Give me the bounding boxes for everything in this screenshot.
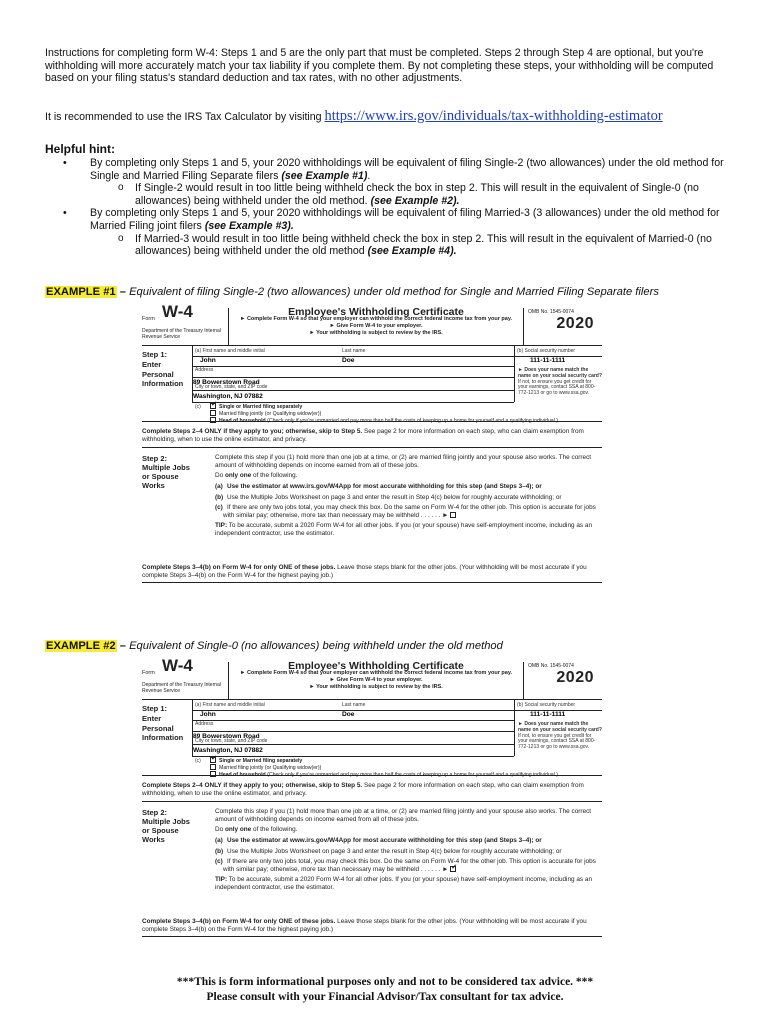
city-field[interactable]: Washington, NJ 07882: [193, 393, 263, 400]
filing-joint-label: Married filing jointly (or Qualifying widow(er)): [219, 411, 322, 417]
sub-bullet-icon: o: [118, 232, 124, 244]
w4-form-example-1: [142, 302, 602, 583]
complete-steps-bold: Complete Steps 2–4 ONLY if they apply to you; otherwise, skip to Step 5.: [142, 428, 363, 435]
filing-single-label: Single or Married filing separately: [219, 758, 303, 764]
steps34-text: Leave those steps blank for the other jobs. (Your withholding will be most accurate if you complete Steps 3–4(b) on the Form W-4 for the highest paying job.): [142, 564, 587, 579]
last-name-label: Last name: [342, 348, 366, 354]
option-letter: (a): [215, 836, 223, 844]
ssn-note: [518, 722, 602, 751]
divider: [514, 700, 515, 756]
filing-checkbox-single[interactable]: [210, 757, 216, 763]
hint-example-ref: (see Example #3).: [204, 219, 294, 232]
option-letter: (b): [215, 493, 224, 501]
bullet-icon: •: [63, 157, 67, 169]
certificate-title: Employee's Withholding Certificate: [288, 660, 464, 672]
following-text: of the following.: [251, 826, 298, 834]
divider: [514, 346, 515, 402]
irs-recommendation: [45, 108, 745, 125]
example-description: Equivalent of Single-0 (no allowances) being withheld under the old method: [129, 640, 503, 652]
ssn-field[interactable]: 111-11-1111: [530, 711, 566, 718]
step2-content: [215, 808, 602, 894]
form-number: W-4: [162, 302, 193, 321]
first-name-label: (a) First name and middle initial: [195, 702, 265, 708]
complete-steps-note: [142, 422, 602, 448]
address-label: Address: [195, 721, 214, 727]
filing-hoh-label: Head of household: [219, 772, 266, 778]
complete-steps-note: [142, 776, 602, 802]
hint-sub-text: If Single-2 would result in too little being withheld check the box in step 2. This will result in the equivalent of Single-0 (no allowances) being withheld under the old method.: [135, 182, 699, 207]
w4-header: [142, 656, 602, 700]
step2-tip: [215, 522, 602, 537]
divider: [192, 366, 514, 367]
form-end-line: [142, 582, 602, 583]
first-name-label: (a) First name and middle initial: [195, 348, 265, 354]
filing-checkbox-joint[interactable]: [210, 410, 216, 416]
step2-title-block: [142, 808, 212, 844]
step2-subtitle: Multiple Jobs or Spouse Works: [142, 817, 190, 845]
step2-do-one: [215, 472, 602, 480]
irs-estimator-link[interactable]: https://www.irs.gov/individuals/tax-withholding-estimator: [324, 108, 663, 124]
address-field[interactable]: 89 Bowerstown Road: [193, 733, 260, 740]
tip-text: To be accurate, submit a 2020 Form W-4 for all other jobs. If you (or your spouse) have self-employment income, including as an independent contractor, use the estimator.: [215, 522, 592, 537]
bullet-icon: •: [63, 207, 67, 220]
ssn-field[interactable]: 111-11-1111: [530, 357, 566, 364]
form-label: Form: [142, 670, 155, 676]
ssn-note-bold: ► Does your name match the name on your social security card?: [518, 367, 602, 379]
step2-intro: Complete this step if you (1) hold more than one job at a time, or (2) are married filing jointly and your spouse also works. The correct amount of withholding depends on income earned from all of these jobs.: [215, 808, 592, 823]
filing-single-label: Single or Married filing separately: [219, 404, 303, 410]
w4-form-example-2: [142, 656, 602, 937]
form-year: 2020: [556, 669, 594, 686]
do-text: Do: [215, 826, 225, 834]
steps34-bold: Complete Steps 3–4(b) on Form W-4 for only ONE of these jobs.: [142, 918, 336, 926]
filing-hoh-label: Head of household: [219, 418, 266, 424]
form-year: 2020: [556, 315, 594, 332]
last-name-field[interactable]: Doe: [342, 711, 355, 718]
option-letter: (c): [215, 858, 223, 866]
step2-intro: Complete this step if you (1) hold more than one job at a time, or (2) are married filing jointly and your spouse also works. The correct amount of withholding depends on income earned from all of these jobs.: [215, 454, 592, 469]
step2-do-one: [215, 826, 602, 834]
step2-content: [215, 454, 602, 540]
hint-sub-example-ref: (see Example #4).: [367, 245, 457, 258]
disclaimer-line-1: ***This is form informational purposes only and not to be considered tax advice. ***: [176, 976, 594, 988]
hint-item: [45, 207, 735, 232]
tip-label: TIP:: [215, 522, 228, 530]
city-label: City or town, state, and ZIP code: [195, 738, 268, 744]
irs-recommendation-text: It is recommended to use the IRS Tax Calculator by visiting: [45, 111, 325, 123]
step2-option-a: [215, 837, 602, 845]
filing-checkbox-joint[interactable]: [210, 764, 216, 770]
ssn-label: (b) Social security number: [517, 702, 576, 708]
form-end-line: [142, 936, 602, 937]
divider: [192, 377, 514, 378]
step2-title: Step 2:: [142, 454, 168, 464]
step2-option-b: [215, 494, 602, 502]
ssn-note-text: If not, to ensure you get credit for your earnings, contact SSA at 800-772-1213 or go to www.ssa.gov.: [518, 378, 596, 397]
step2-option-c: [215, 504, 602, 519]
hint-text: By completing only Steps 1 and 5, your 2020 withholdings will be equivalent of filing Single-2 (two allowances) under the old method for Single and Married Filing Separate filers: [90, 157, 724, 182]
complete-steps-text: See page 2 for more information on each step, who can claim exemption from withholding, when to use the online estimator, and privacy.: [142, 782, 584, 797]
header-instruction: ► Your withholding is subject to review by the IRS.: [309, 684, 443, 691]
step2-title-block: [142, 454, 212, 490]
option-letter: (c): [215, 504, 223, 512]
header-instruction: ► Complete Form W-4 so that your employer can withhold the correct federal income tax from your pay.: [239, 670, 513, 677]
hint-subitem: [45, 182, 735, 207]
filing-hoh-note: (Check only if you're unmarried and pay more than half the costs of keeping up a home for yourself and a qualifying individual.): [265, 418, 558, 424]
step2-option-a: [215, 483, 602, 491]
example-label: EXAMPLE #2: [46, 640, 116, 652]
disclaimer-line-2: Please consult with your Financial Advisor/Tax consultant for tax advice.: [206, 990, 564, 1003]
department-label: Department of the Treasury Internal Revenue Service: [142, 328, 221, 340]
option-a-text: Use the estimator at www.irs.gov/W4App for most accurate withholding for this step (and Steps 3–4); or: [227, 482, 542, 490]
last-name-label: Last name: [342, 702, 366, 708]
header-center: [228, 662, 524, 700]
example-1-heading: [45, 286, 659, 298]
example-dash: –: [116, 286, 130, 298]
omb-number: OMB No. 1545-0074: [528, 663, 574, 669]
steps34-bold: Complete Steps 3–4(b) on Form W-4 for only ONE of these jobs.: [142, 564, 336, 572]
form-label: Form: [142, 316, 155, 322]
example-description: Equivalent of filing Single-2 (two allowances) under old method for Single and Married Filing Separate filers: [129, 286, 659, 298]
option-c-text: If there are only two jobs total, you may check this box. Do the same on Form W-4 for the other job. This option is accurate for jobs with similar pay; otherwise, more tax than necessary may be withheld . . . . . . ►: [223, 858, 596, 873]
only-one-text: only one: [224, 826, 252, 834]
filing-hoh-note: (Check only if you're unmarried and pay more than half the costs of keeping up a home for yourself and a qualifying individual.): [265, 772, 558, 778]
hint-item: [45, 157, 735, 182]
header-instruction: ► Your withholding is subject to review by the IRS.: [309, 330, 443, 337]
header-instruction: ► Give Form W-4 to your employer.: [329, 323, 423, 330]
w4-header: [142, 302, 602, 346]
sub-bullet-icon: o: [118, 182, 124, 194]
hint-text: By completing only Steps 1 and 5, your 2020 withholdings will be equivalent of filing Married-3 (3 allowances) under the old method for Married Filing joint filers: [90, 207, 720, 232]
divider: [192, 731, 514, 732]
step1-section: [142, 346, 602, 422]
filing-joint-label: Married filing jointly (or Qualifying widow(er)): [219, 765, 322, 771]
ssn-note: [518, 368, 602, 397]
certificate-title: Employee's Withholding Certificate: [288, 306, 464, 318]
header-instruction: ► Give Form W-4 to your employer.: [329, 677, 423, 684]
step1-title: Step 1:: [142, 350, 168, 359]
step2-subtitle: Multiple Jobs or Spouse Works: [142, 463, 190, 491]
step2-option-b: [215, 848, 602, 856]
header-center: [228, 308, 524, 346]
helpful-hint-title: Helpful hint:: [45, 142, 115, 156]
ssn-note-text: If not, to ensure you get credit for your earnings, contact SSA at 800-772-1213 or go to www.ssa.gov.: [518, 732, 596, 751]
intro-paragraph: Instructions for completing form W-4: Steps 1 and 5 are the only part that must be completed. Steps 2 through Step 4 are optional, but you're withholding will more accurately match your tax liability if you complete them. By not completing these steps, your withholding will be computed based on your filing status's standard deduction and tax rates, with no other adjustments.: [45, 47, 714, 85]
step2-option-c: [215, 858, 602, 873]
hint-subitem: [45, 233, 735, 258]
step1-section: [142, 700, 602, 776]
helpful-hint-list: [45, 157, 735, 258]
only-one-text: only one: [224, 472, 252, 480]
step2-title: Step 2:: [142, 808, 168, 818]
address-field[interactable]: 89 Bowerstown Road: [193, 379, 260, 386]
step2-section: [142, 454, 602, 564]
header-instruction: ► Complete Form W-4 so that your employer can withhold the correct federal income tax from your pay.: [239, 316, 513, 323]
step2c-checkbox[interactable]: [450, 512, 456, 518]
step2-tip: [215, 876, 602, 891]
first-name-field[interactable]: John: [200, 711, 216, 718]
option-c-text: If there are only two jobs total, you may check this box. Do the same on Form W-4 for the other job. This option is accurate for jobs with similar pay; otherwise, more tax than necessary may be withheld . . . . . . ►: [223, 504, 596, 519]
following-text: of the following.: [251, 472, 298, 480]
disclaimer: [0, 975, 770, 1004]
complete-steps-bold: Complete Steps 2–4 ONLY if they apply to you; otherwise, skip to Step 5.: [142, 782, 363, 789]
option-letter: (a): [215, 482, 223, 490]
hint-end: .: [367, 169, 371, 182]
example-2-heading: [45, 640, 503, 652]
step2c-checkbox[interactable]: [450, 866, 456, 872]
city-field[interactable]: Washington, NJ 07882: [193, 747, 263, 754]
steps-3-4-note: [142, 918, 602, 936]
steps-3-4-note: [142, 564, 602, 582]
tip-text: To be accurate, submit a 2020 Form W-4 for all other jobs. If you (or your spouse) have self-employment income, including as an independent contractor, use the estimator.: [215, 876, 592, 891]
ssn-label: (b) Social security number: [517, 348, 576, 354]
hint-sub-example-ref: (see Example #2).: [370, 194, 460, 207]
tip-label: TIP:: [215, 876, 228, 884]
last-name-field[interactable]: Doe: [342, 357, 355, 364]
divider: [192, 720, 514, 721]
department-label: Department of the Treasury Internal Revenue Service: [142, 682, 221, 694]
hint-sub-text: If Married-3 would result in too little being withheld check the box in step 2. This will result in the equivalent of Married-0 (no allowances) being withheld under the old method: [135, 232, 712, 258]
steps34-text: Leave those steps blank for the other jobs. (Your withholding will be most accurate if you complete Steps 3–4(b) on the Form W-4 for the highest paying job.): [142, 918, 587, 933]
step1-title: Step 1:: [142, 704, 168, 713]
example-label: EXAMPLE #1: [46, 286, 116, 298]
step1-subtitle: Enter Personal Information: [142, 714, 184, 742]
address-label: Address: [195, 367, 214, 373]
example-dash: –: [116, 640, 130, 652]
option-b-text: Use the Multiple Jobs Worksheet on page 3 and enter the result in Step 4(c) below for roughly accurate withholding; or: [227, 493, 562, 501]
do-text: Do: [215, 472, 225, 480]
filing-status-label: (c): [195, 404, 201, 410]
omb-number: OMB No. 1545-0074: [528, 309, 574, 315]
city-label: City or town, state, and ZIP code: [195, 384, 268, 390]
option-a-text: Use the estimator at www.irs.gov/W4App for most accurate withholding for this step (and Steps 3–4); or: [227, 836, 542, 844]
ssn-note-bold: ► Does your name match the name on your social security card?: [518, 721, 602, 733]
step1-subtitle: Enter Personal Information: [142, 360, 184, 388]
option-letter: (b): [215, 847, 224, 855]
filing-checkbox-single[interactable]: [210, 403, 216, 409]
option-b-text: Use the Multiple Jobs Worksheet on page 3 and enter the result in Step 4(c) below for roughly accurate withholding; or: [227, 847, 562, 855]
form-number: W-4: [162, 656, 193, 675]
complete-steps-text: See page 2 for more information on each step, who can claim exemption from withholding, when to use the online estimator, and privacy.: [142, 428, 584, 443]
first-name-field[interactable]: John: [200, 357, 216, 364]
hint-example-ref: (see Example #1): [281, 169, 368, 182]
step2-section: [142, 808, 602, 918]
filing-status-label: (c): [195, 758, 201, 764]
